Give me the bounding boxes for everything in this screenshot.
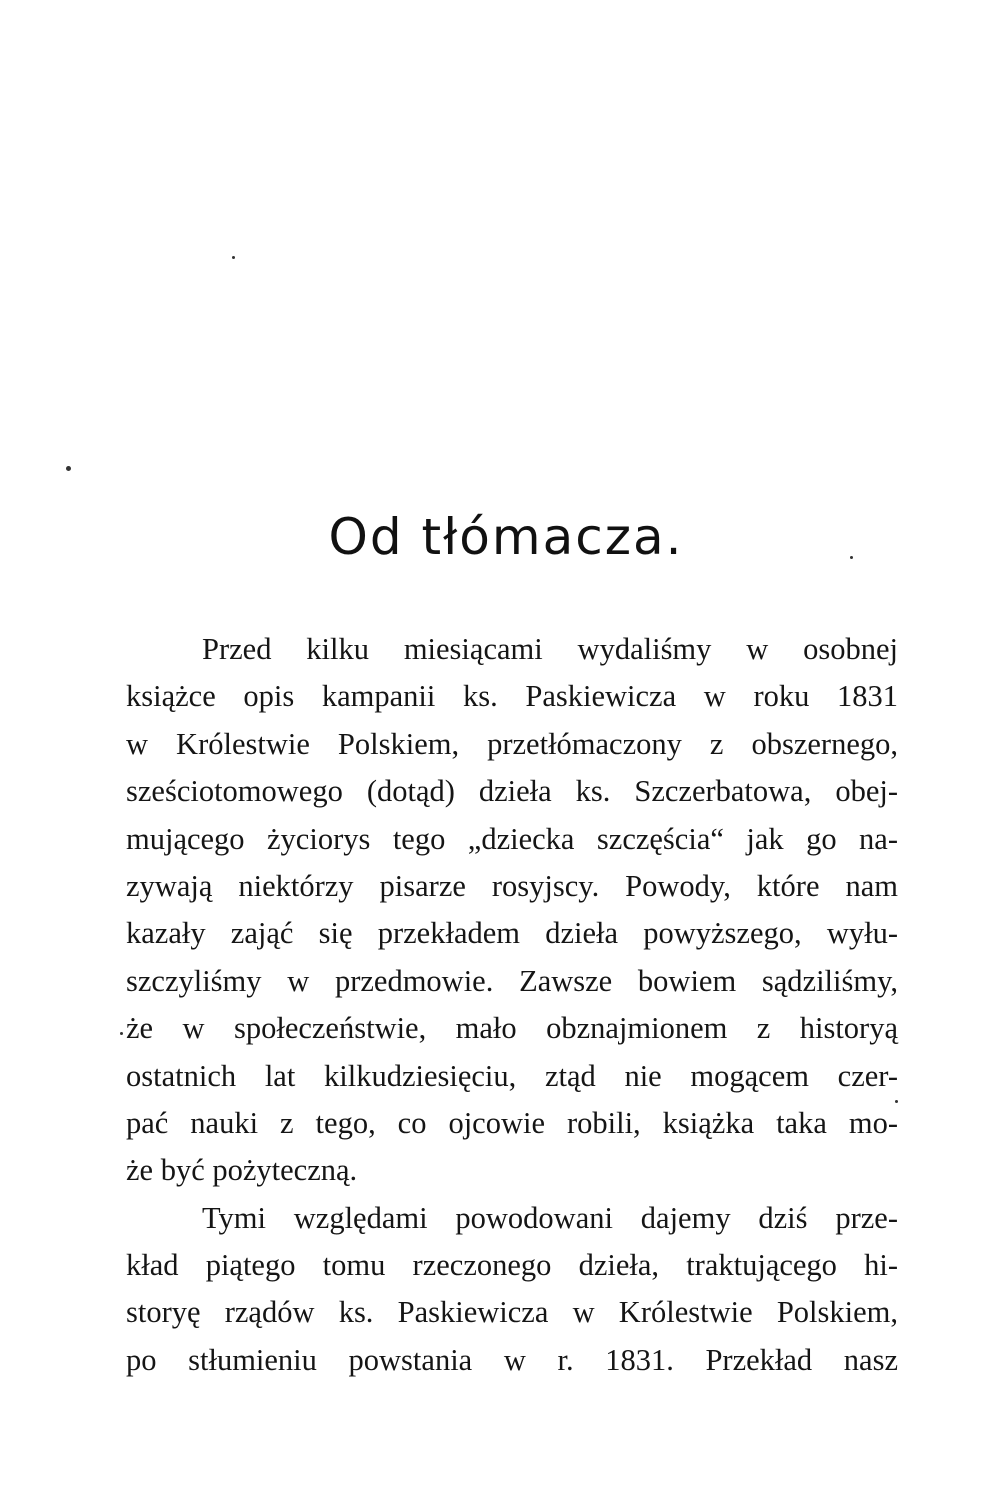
text-line: pać nauki z tego, co ojcowie robili, książka taka mo- xyxy=(126,1105,898,1140)
text-line: że w społeczeństwie, mało obznajmionem z historyą xyxy=(126,1011,898,1046)
text-line: szczyliśmy w przedmowie. Zawsze bowiem sądziliśmy, xyxy=(126,963,898,998)
body-text xyxy=(126,626,898,1384)
text-line: mującego życiorys tego „dziecka szczęścia“ jak go na- xyxy=(126,821,898,856)
text-line: kład piątego tomu rzeczonego dzieła, traktującego hi- xyxy=(126,1248,898,1283)
text-line: Przed kilku miesiącami wydaliśmy w osobnej xyxy=(202,632,898,666)
text-line: sześciotomowego (dotąd) dzieła ks. Szczerbatowa, obej- xyxy=(126,774,898,809)
text-line: po stłumieniu powstania w r. 1831. Przekład nasz xyxy=(126,1342,898,1377)
print-speck xyxy=(66,466,71,471)
text-line: w Królestwie Polskiem, przetłómaczony z obszernego, xyxy=(126,726,898,761)
text-line: zywają niektórzy pisarze rosyjscy. Powody, które nam xyxy=(126,868,898,903)
paragraph xyxy=(126,626,898,1195)
text-line: ostatnich lat kilkudziesięciu, ztąd nie mogącem czer- xyxy=(126,1058,898,1093)
text-line: storyę rządów ks. Paskiewicza w Królestwie Polskiem, xyxy=(126,1295,898,1330)
print-speck xyxy=(232,256,235,259)
print-speck xyxy=(120,1032,123,1035)
text-line: Tymi względami powodowani dajemy dziś prze- xyxy=(202,1200,898,1235)
text-line: że być pożyteczną. xyxy=(126,1153,358,1188)
text-line: książce opis kampanii ks. Paskiewicza w roku 1831 xyxy=(126,679,898,714)
paragraph xyxy=(126,1195,898,1385)
text-line: kazały zająć się przekładem dzieła powyższego, wyłu- xyxy=(126,916,898,951)
page-title: Od tłómacza. xyxy=(328,508,684,566)
